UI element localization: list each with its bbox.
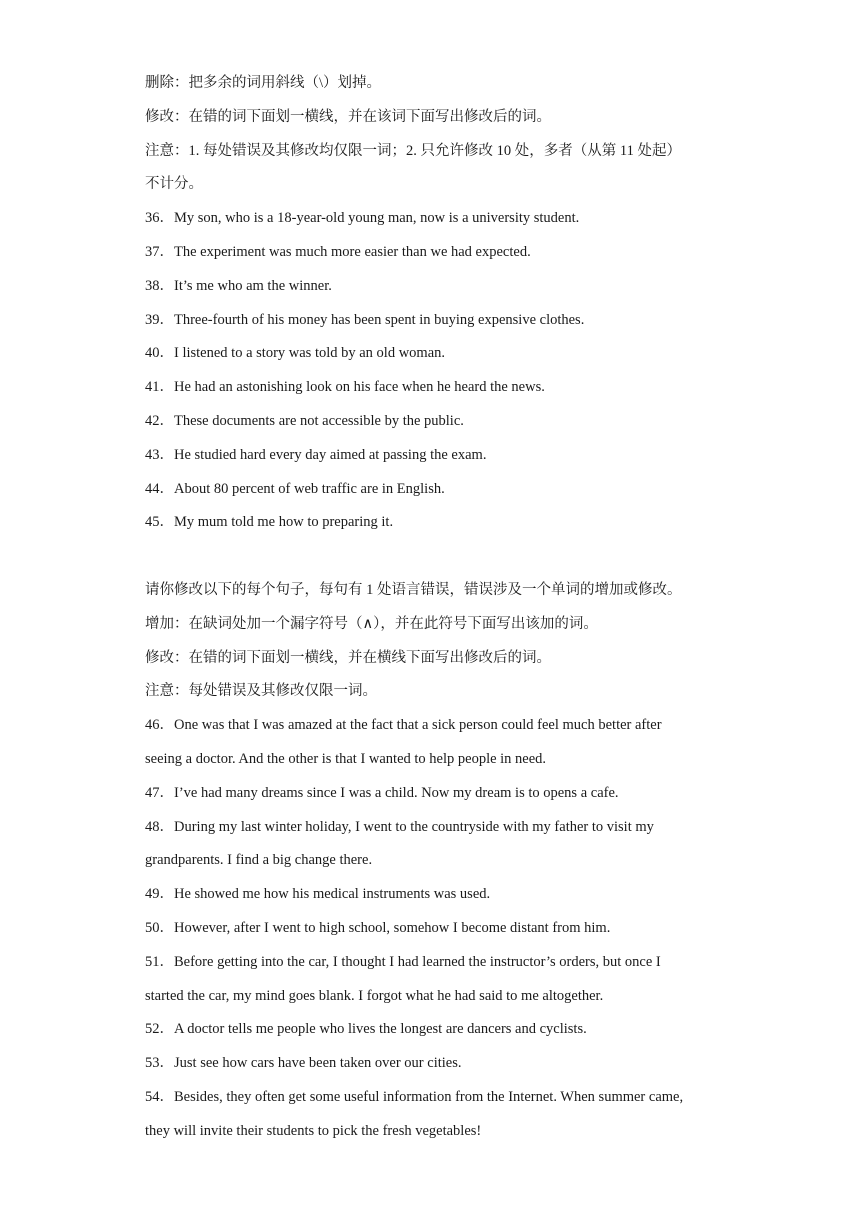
question-text-cont: seeing a doctor. And the other is that I wanted to help people in need. [145,750,547,767]
question-item [145,884,725,918]
question-number: 47． [145,784,174,801]
question-number: 38． [145,277,174,294]
question-item [145,817,725,851]
instruction-modify: 修改：在错的词下面划一横线，并在横线下面写出修改后的词。 [145,649,551,666]
question-text: He had an astonishing look on his face when he heard the news. [174,379,545,396]
question-text: He showed me how his medical instruments was used. [174,886,491,903]
question-text: I’ve had many dreams since I was a child. Now my dream is to opens a cafe. [174,784,619,801]
question-number: 39． [145,311,174,328]
worksheet-page [145,73,725,1155]
instruction-delete: 删除：把多余的词用斜线（\）划掉。 [145,75,382,91]
instruction-add: 增加：在缺词处加一个漏字符号（∧），并在此符号下面写出该加的词。 [145,615,598,632]
instruction-note: 注意：每处错误及其修改仅限一词。 [145,683,377,700]
question-item [145,952,725,986]
question-item [145,1053,725,1087]
instruction-note: 注意：1. 每处错误及其修改均仅限一词；2. 只允许修改 10 处，多者（从第 11 处起） [145,142,681,159]
question-text: Before getting into the car, I thought I had learned the instructor’s orders, but once I [174,953,661,970]
question-item [145,715,725,749]
question-item [145,242,725,276]
question-item [145,479,725,513]
question-number: 51． [145,953,174,970]
question-text: My mum told me how to preparing it. [174,514,394,531]
question-item [145,377,725,411]
question-text: It’s me who am the winner. [174,277,332,294]
question-text: These documents are not accessible by the public. [174,412,464,429]
question-text-cont: grandparents. I find a big change there. [145,852,373,869]
question-number: 41． [145,379,174,396]
question-number: 48． [145,818,174,835]
question-item [145,310,725,344]
question-text: A doctor tells me people who lives the longest are dancers and cyclists. [174,1021,587,1038]
question-number: 42． [145,412,174,429]
question-number: 50． [145,919,174,936]
question-text: My son, who is a 18-year-old young man, now is a university student. [174,210,580,227]
section-divider-space [145,546,725,580]
question-number: 40． [145,345,174,362]
section1-instructions [145,73,725,208]
question-item [145,276,725,310]
section2-instructions [145,580,725,715]
question-text: One was that I was amazed at the fact that a sick person could feel much better after [174,717,662,734]
question-item [145,445,725,479]
section2-items [145,715,725,1154]
question-text: However, after I went to high school, somehow I become distant from him. [174,919,611,936]
question-text: During my last winter holiday, I went to the countryside with my father to visit my [174,818,654,835]
question-number: 44． [145,480,174,497]
question-number: 53． [145,1055,174,1072]
question-text-cont: they will invite their students to pick the fresh vegetables! [145,1122,482,1139]
question-text: The experiment was much more easier than we had expected. [174,243,531,260]
question-text: I listened to a story was told by an old woman. [174,345,446,362]
question-text-cont: started the car, my mind goes blank. I forgot what he had said to me altogether. [145,987,604,1004]
question-number: 36． [145,210,174,227]
question-item [145,1019,725,1053]
section1-items [145,208,725,546]
question-number: 46． [145,717,174,734]
question-item [145,343,725,377]
question-item [145,411,725,445]
instruction-modify: 修改：在错的词下面划一横线，并在该词下面写出修改后的词。 [145,108,551,125]
question-number: 43． [145,446,174,463]
question-item [145,208,725,242]
question-text: He studied hard every day aimed at passing the exam. [174,446,487,463]
question-item [145,783,725,817]
question-text: Besides, they often get some useful information from the Internet. When summer came, [174,1088,684,1105]
question-text: About 80 percent of web traffic are in English. [174,480,445,497]
question-number: 49． [145,886,174,903]
question-item [145,1087,725,1121]
question-number: 52． [145,1021,174,1038]
question-number: 45． [145,514,174,531]
question-number: 54． [145,1088,174,1105]
instruction-intro: 请你修改以下的每个句子，每句有 1 处语言错误，错误涉及一个单词的增加或修改。 [145,581,682,598]
question-item [145,918,725,952]
instruction-note-cont: 不计分。 [145,176,203,193]
question-item [145,512,725,546]
question-text: Just see how cars have been taken over our cities. [174,1055,462,1072]
question-number: 37． [145,243,174,260]
question-text: Three-fourth of his money has been spent in buying expensive clothes. [174,311,585,328]
